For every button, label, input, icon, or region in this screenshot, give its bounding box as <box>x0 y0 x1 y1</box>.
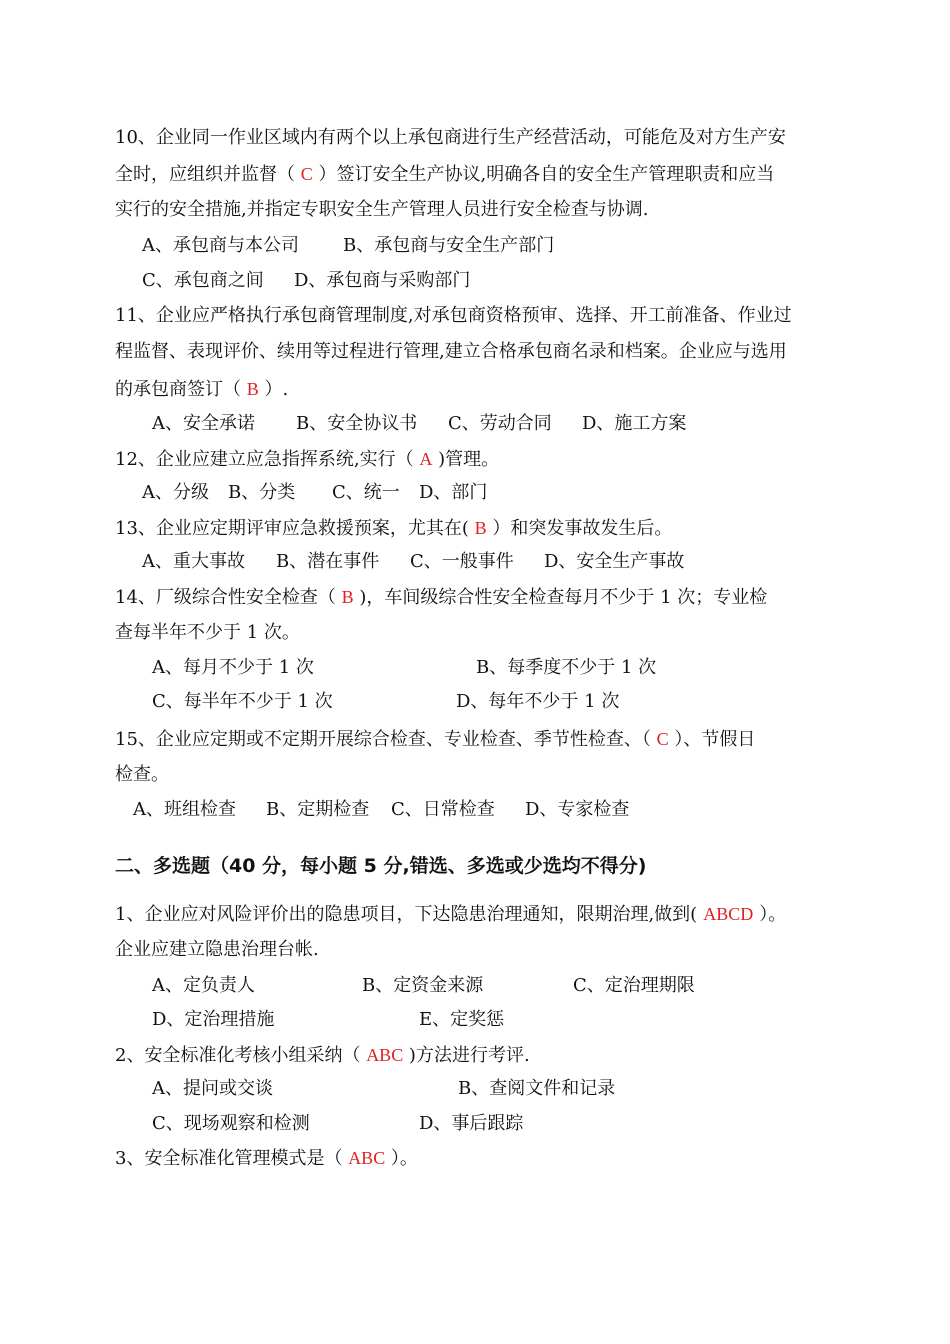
m1-option-c: C、定治理期限 <box>573 975 695 996</box>
q14-line2: 查每半年不少于 1 次。 <box>115 622 300 643</box>
m2-option-a: A、提问或交谈 <box>152 1078 273 1099</box>
q10-answer: C <box>300 164 313 184</box>
q13-option-d: D、安全生产事故 <box>544 551 685 572</box>
q11-line2: 程监督、表现评价、续用等过程进行管理,建立合格承包商名录和档案。企业应与选用 <box>115 341 787 362</box>
m1-text-post: ）。 <box>759 904 787 925</box>
q13-line1 <box>115 516 672 541</box>
m2-line1 <box>115 1043 530 1068</box>
m2-option-c: C、现场观察和检测 <box>152 1113 310 1134</box>
m3-text-post: ）。 <box>385 1148 418 1169</box>
q12-answer: A <box>419 449 433 469</box>
q11-text-post: ）. <box>258 379 289 400</box>
q10-line3: 实行的安全措施,并指定专职安全生产管理人员进行安全检查与协调. <box>115 199 649 220</box>
q13-text-pre: 13、企业应定期评审应急救援预案，尤其在( <box>115 518 475 539</box>
q14-option-b: B、每季度不少于 1 次 <box>476 657 657 678</box>
m2-answer: ABC <box>366 1045 404 1065</box>
q13-option-a: A、重大事故 <box>142 551 245 572</box>
q13-option-c: C、一般事件 <box>410 551 514 572</box>
q11-option-d: D、施工方案 <box>582 413 687 434</box>
q10-option-c: C、承包商之间 <box>142 270 264 291</box>
q15-line2: 检查。 <box>115 764 169 785</box>
q11-option-b: B、安全协议书 <box>296 413 418 434</box>
q12-option-d: D、部门 <box>419 482 488 503</box>
q10-text-post: ）签订安全生产协议,明确各自的安全生产管理职责和应当 <box>312 164 775 185</box>
q15-option-d: D、专家检查 <box>525 799 630 820</box>
m1-option-e: E、定奖惩 <box>419 1009 505 1030</box>
q12-text-pre: 12、企业应建立应急指挥系统,实行（ <box>115 449 420 470</box>
m3-text-pre: 3、安全标准化管理模式是（ <box>115 1148 349 1169</box>
q12-option-c: C、统一 <box>332 482 400 503</box>
q14-line1 <box>115 585 767 610</box>
q15-line1 <box>115 727 755 752</box>
q10-line1: 10、企业同一作业区域内有两个以上承包商进行生产经营活动，可能危及对方生产安 <box>115 127 786 148</box>
q15-option-a: A、班组检查 <box>133 799 236 820</box>
q11-line3 <box>115 377 288 402</box>
q11-line1: 11、企业应严格执行承包商管理制度,对承包商资格预审、选择、开工前准备、作业过 <box>115 305 792 326</box>
q12-option-b: B、分类 <box>228 482 296 503</box>
q11-text-pre: 的承包商签订（ <box>115 379 247 400</box>
q11-option-c: C、劳动合同 <box>448 413 552 434</box>
q14-text-pre: 14、厂级综合性安全检查（ <box>115 587 342 608</box>
q10-option-a: A、承包商与本公司 <box>142 235 299 256</box>
m1-option-d: D、定治理措施 <box>152 1009 275 1030</box>
q13-option-b: B、潜在事件 <box>276 551 380 572</box>
q12-text-post: )管理。 <box>432 449 500 470</box>
q15-text-pre: 15、企业应定期或不定期开展综合检查、专业检查、季节性检查、（ <box>115 729 657 750</box>
m1-line1 <box>115 902 786 927</box>
q15-option-c: C、日常检查 <box>391 799 495 820</box>
m2-option-d: D、事后跟踪 <box>419 1113 524 1134</box>
q13-answer: B <box>474 518 487 538</box>
q13-text-post: ）和突发事故发生后。 <box>486 518 673 539</box>
q12-line1 <box>115 447 499 472</box>
m1-text-pre: 1、企业应对风险评价出的隐患项目，下达隐患治理通知，限期治理,做到( <box>115 904 698 925</box>
m1-line2: 企业应建立隐患治理台帐. <box>115 939 319 960</box>
q11-option-a: A、安全承诺 <box>152 413 255 434</box>
m1-answer: ABCD <box>703 904 754 924</box>
m2-text-pre: 2、安全标准化考核小组采纳（ <box>115 1045 367 1066</box>
m2-option-b: B、查阅文件和记录 <box>458 1078 616 1099</box>
section-heading-multiple-choice: 二、多选题（40 分，每小题 5 分,错选、多选或少选均不得分) <box>115 855 647 877</box>
q14-option-d: D、每年不少于 1 次 <box>456 691 620 712</box>
m1-option-a: A、定负责人 <box>152 975 255 996</box>
q12-option-a: A、分级 <box>142 482 209 503</box>
q10-text-pre: 全时，应组织并监督（ <box>115 164 301 185</box>
m3-line1 <box>115 1146 418 1171</box>
q14-option-a: A、每月不少于 1 次 <box>152 657 314 678</box>
q11-answer: B <box>246 379 259 399</box>
q10-option-b: B、承包商与安全生产部门 <box>343 235 555 256</box>
q10-line2 <box>115 162 774 187</box>
q15-answer: C <box>656 729 669 749</box>
q15-option-b: B、定期检查 <box>266 799 370 820</box>
q10-option-d: D、承包商与采购部门 <box>294 270 471 291</box>
q14-answer: B <box>341 587 354 607</box>
q14-option-c: C、每半年不少于 1 次 <box>152 691 333 712</box>
q15-text-post: ）、节假日 <box>668 729 756 750</box>
m2-text-post: )方法进行考评. <box>403 1045 530 1066</box>
m1-option-b: B、定资金来源 <box>362 975 484 996</box>
m3-answer: ABC <box>348 1148 386 1168</box>
q14-text-post: )，车间级综合性安全检查每月不少于 1 次；专业检 <box>353 587 768 608</box>
